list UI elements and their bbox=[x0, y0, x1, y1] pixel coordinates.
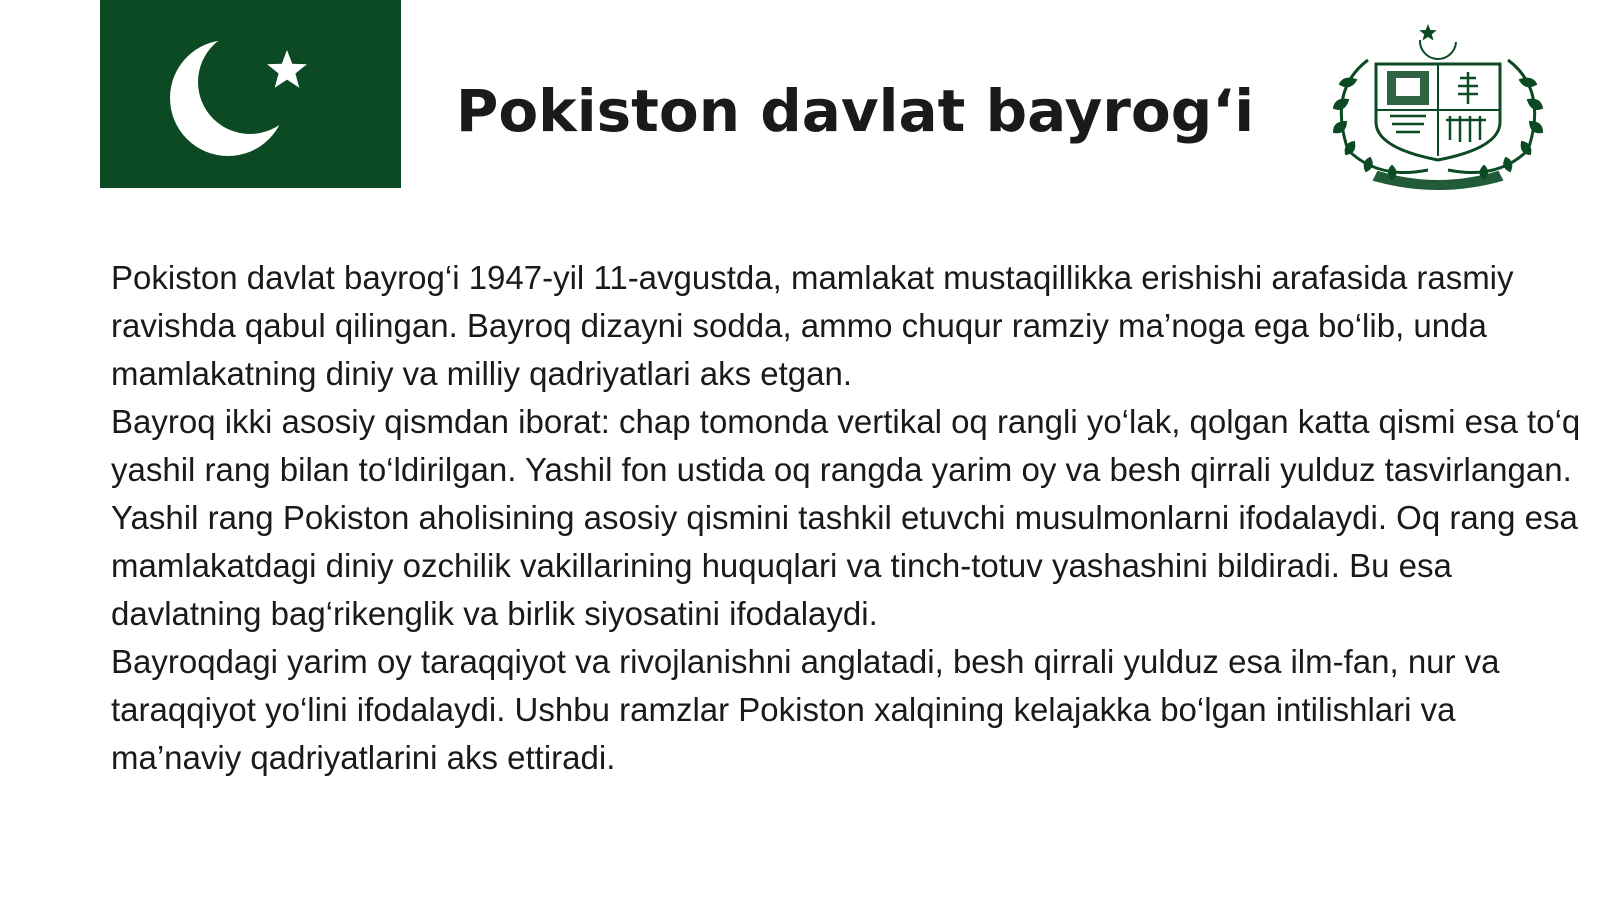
paragraph-4: Bayroqdagi yarim oy taraqqiyot va rivojlanishni anglatadi, besh qirrali yulduz esa ilm-fan, nur va taraqqiyot yo‘lini ifodalaydi. Ushbu ramzlar Pokiston xalqining kelajakka bo‘lgan intilishlari va ma’naviy qadriyatlarini aks ettiradi. bbox=[111, 643, 1500, 776]
slide-title: Pokiston davlat bayrog‘i bbox=[455, 77, 1255, 145]
pakistan-flag-icon bbox=[100, 0, 401, 188]
paragraph-2: Bayroq ikki asosiy qismdan iborat: chap tomonda vertikal oq rangli yo‘lak, qolgan katta qismi esa to‘q yashil rang bilan to‘ldirilgan. Yashil fon ustida oq rangda yarim oy va besh qirrali yulduz tasvirlangan. bbox=[111, 403, 1581, 488]
paragraph-3: Yashil rang Pokiston aholisining asosiy qismini tashkil etuvchi musulmonlarni ifodalaydi. Oq rang esa mamlakatdagi diniy ozchilik vakillarining huquqlari va tinch-totuv yashashini bildiradi. Bu esa davlatning bag‘rikenglik va birlik siyosatini ifodalaydi. bbox=[111, 499, 1578, 632]
body-text bbox=[111, 254, 1591, 782]
pakistan-state-emblem-icon bbox=[1308, 20, 1568, 190]
paragraph-1: Pokiston davlat bayrog‘i 1947-yil 11-avgustda, mamlakat mustaqillikka erishishi arafasida rasmiy ravishda qabul qilingan. Bayroq dizayni sodda, ammo chuqur ramziy ma’noga ega bo‘lib, unda mamlakatning diniy va milliy qadriyatlari aks etgan. bbox=[111, 259, 1514, 392]
